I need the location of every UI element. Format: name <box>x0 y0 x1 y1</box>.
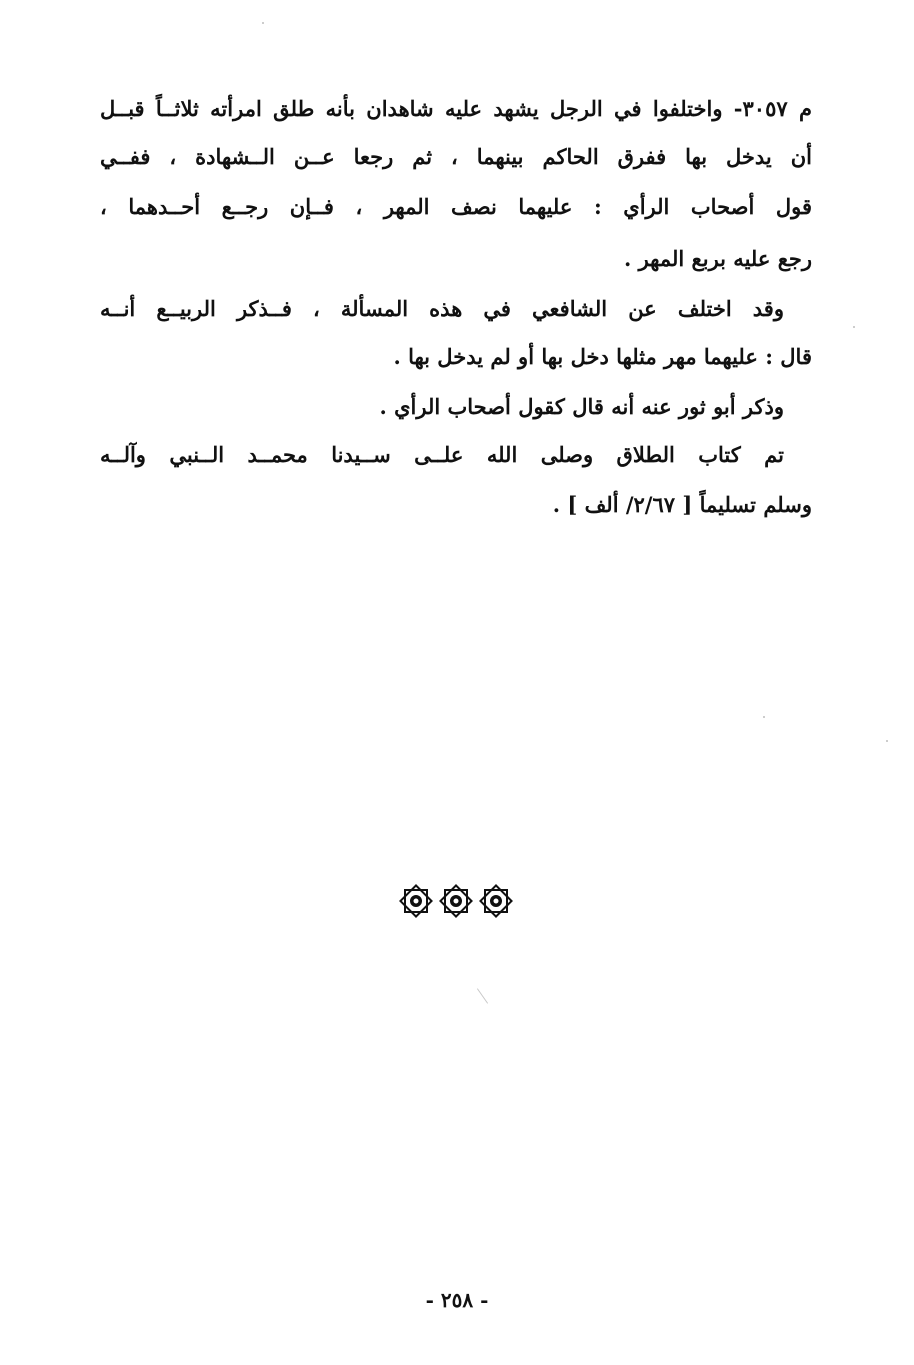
text-line: أن يدخل بها ففرق الحاكم بينهما ، ثم رجعا عــن الــشهادة ، ففــي <box>100 144 812 169</box>
scan-speck <box>886 740 888 742</box>
text-line: م ٣٠٥٧- واختلفوا في الرجل يشهد عليه شاهدان بأنه طلق امرأته ثلاثــاً قبــل <box>100 96 812 121</box>
text-line: قال : عليهما مهر مثلها دخل بها أو لم يدخل بها . <box>393 344 812 369</box>
text-line: وقد اختلف عن الشافعي في هذه المسألة ، فــذكر الربيــع أنــه <box>100 296 784 321</box>
text-line: رجع عليه بربع المهر . <box>623 246 812 271</box>
scan-mark <box>477 988 488 1003</box>
scan-speck <box>262 22 264 24</box>
scan-speck <box>763 716 765 718</box>
text-line: وذكر أبو ثور عنه أنه قال كقول أصحاب الرأي . <box>379 394 784 419</box>
text-line: تم كتاب الطلاق وصلى الله علــى ســيدنا محمــد الــنبي وآلــه <box>100 442 784 467</box>
text-line: قول أصحاب الرأي : عليهما نصف المهر ، فــإن رجــع أحــدهما ، <box>100 194 812 219</box>
page-number: - ٢٥٨ - <box>425 1288 489 1312</box>
triple-star-ornament-icon <box>396 884 516 918</box>
text-line: وسلم تسليماً [ ٢/٦٧/ ألف ] . <box>552 492 812 517</box>
scan-speck <box>853 326 855 328</box>
